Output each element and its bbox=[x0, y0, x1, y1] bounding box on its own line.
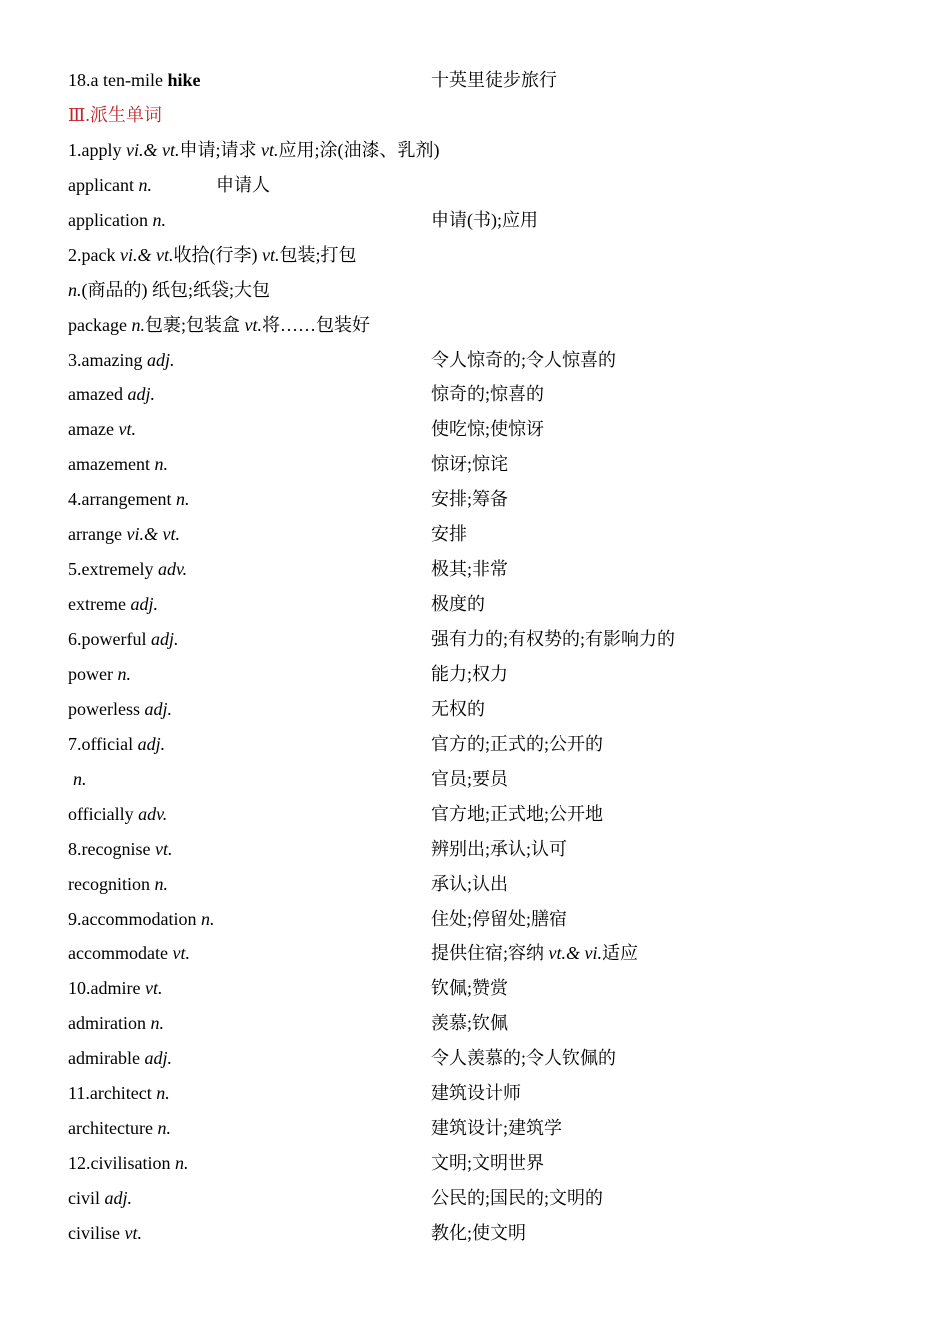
pos: n. bbox=[154, 454, 168, 475]
definition: 应用;涂(油漆、乳剂) bbox=[278, 139, 440, 160]
definition: 极其;非常 bbox=[431, 559, 509, 580]
definition: 包装;打包 bbox=[279, 244, 357, 265]
term: 11.architect bbox=[68, 1083, 157, 1104]
pos: vt. bbox=[261, 139, 279, 160]
pos: n. bbox=[175, 489, 190, 510]
definition: 收拾(行李) bbox=[173, 244, 262, 265]
term: 18.a ten-mile bbox=[68, 70, 168, 90]
pos: adv. bbox=[157, 559, 188, 580]
term: extreme bbox=[68, 594, 131, 615]
term: 2.pack bbox=[68, 244, 120, 265]
pos: vt. bbox=[144, 978, 163, 999]
entry-powerful bbox=[68, 622, 908, 657]
term: 7.official bbox=[68, 733, 138, 754]
term: civilise bbox=[68, 1222, 125, 1243]
term: 3.amazing bbox=[68, 349, 147, 370]
definition: 建筑设计;建筑学 bbox=[431, 1118, 563, 1139]
pos: vt.& vi. bbox=[548, 943, 602, 964]
entry-official-noun bbox=[68, 762, 908, 797]
definition: 安排 bbox=[431, 524, 467, 545]
term: 9.accommodation bbox=[68, 908, 201, 929]
pos: adj. bbox=[130, 594, 158, 615]
definition: 官员;要员 bbox=[431, 768, 509, 789]
entry-power bbox=[68, 657, 908, 692]
entry-amazing bbox=[68, 343, 908, 378]
pos: n. bbox=[117, 663, 131, 684]
pos: n. bbox=[200, 908, 215, 929]
pos: vt. bbox=[154, 838, 173, 859]
term: architecture bbox=[68, 1118, 158, 1139]
definition: 教化;使文明 bbox=[431, 1222, 527, 1243]
entry-architect bbox=[68, 1076, 908, 1111]
entry-recognition bbox=[68, 867, 908, 902]
pos: n. bbox=[175, 1153, 189, 1174]
term: powerless bbox=[68, 698, 145, 719]
pos: n. bbox=[157, 1118, 171, 1139]
pos: n. bbox=[131, 314, 145, 335]
definition: 十英里徒步旅行 bbox=[431, 70, 557, 90]
entry-admiration bbox=[68, 1006, 908, 1041]
definition: 令人羡慕的;令人钦佩的 bbox=[431, 1048, 616, 1069]
term-bold: hike bbox=[167, 70, 201, 90]
definition: 申请人 bbox=[216, 174, 270, 195]
term: officially bbox=[68, 803, 139, 824]
definition: 住处;停留处;膳宿 bbox=[431, 908, 568, 929]
term: application bbox=[68, 209, 153, 230]
term: amazement bbox=[68, 454, 155, 475]
definition: 公民的;国民的;文明的 bbox=[431, 1188, 604, 1208]
entry-extremely bbox=[68, 552, 908, 587]
term: arrange bbox=[68, 524, 127, 545]
definition-part: 提供住宿;容纳 bbox=[431, 943, 549, 964]
definition: 官方的;正式的;公开的 bbox=[431, 733, 604, 754]
entry-application bbox=[68, 203, 908, 238]
pos: vt. bbox=[172, 943, 190, 964]
term: 12.civilisation bbox=[68, 1153, 175, 1174]
entry-arrangement bbox=[68, 482, 908, 517]
definition: 无权的 bbox=[431, 698, 485, 719]
pos: vi.& vt. bbox=[119, 244, 174, 265]
pos: n. bbox=[152, 209, 166, 230]
entry-admirable bbox=[68, 1041, 908, 1076]
pos: adj. bbox=[104, 1188, 133, 1208]
pos: adj. bbox=[144, 1048, 172, 1069]
entry-apply bbox=[68, 133, 908, 168]
pos: vt. bbox=[261, 244, 280, 265]
definition-part: 适应 bbox=[602, 943, 638, 964]
definition: 辨别出;承认;认可 bbox=[431, 838, 568, 859]
pos: adj. bbox=[150, 629, 179, 649]
term: 6.powerful bbox=[68, 629, 151, 649]
pos: adj. bbox=[144, 698, 172, 719]
pos: vi.& vt. bbox=[126, 524, 180, 545]
definition: (商品的) 纸包;纸袋;大包 bbox=[81, 279, 270, 300]
entry-pack bbox=[68, 238, 908, 273]
vocabulary-page bbox=[68, 63, 908, 1251]
pos: vt. bbox=[244, 314, 262, 335]
entry-recognise bbox=[68, 832, 908, 867]
definition: 钦佩;赞赏 bbox=[431, 978, 509, 999]
definition: 文明;文明世界 bbox=[431, 1153, 545, 1174]
term: 1.apply bbox=[68, 139, 126, 160]
definition: 申请(书);应用 bbox=[431, 209, 538, 230]
entry-hike bbox=[68, 63, 908, 98]
pos: n. bbox=[156, 1083, 170, 1104]
definition: 强有力的;有权势的;有影响力的 bbox=[431, 629, 676, 649]
pos: adj. bbox=[137, 733, 166, 754]
pos: vi.& vt. bbox=[126, 139, 180, 160]
term: amazed bbox=[68, 384, 128, 405]
entry-extreme bbox=[68, 587, 908, 622]
term: 4.arrangement bbox=[68, 489, 176, 510]
term: amaze bbox=[68, 419, 119, 440]
entry-official bbox=[68, 727, 908, 762]
pos: n. bbox=[73, 768, 87, 789]
definition: 官方地;正式地;公开地 bbox=[431, 803, 604, 824]
pos: adj. bbox=[146, 349, 175, 370]
entry-admire bbox=[68, 971, 908, 1006]
term: 10.admire bbox=[68, 978, 145, 999]
term: civil bbox=[68, 1188, 105, 1208]
entry-powerless bbox=[68, 692, 908, 727]
entry-civilise bbox=[68, 1216, 908, 1251]
pos: vt. bbox=[118, 419, 136, 440]
term: 8.recognise bbox=[68, 838, 155, 859]
definition: 惊奇的;惊喜的 bbox=[431, 384, 545, 405]
definition: 建筑设计师 bbox=[431, 1083, 521, 1104]
pos: vt. bbox=[124, 1222, 142, 1243]
pos: n. bbox=[138, 174, 152, 195]
entry-civilisation bbox=[68, 1146, 908, 1181]
term: applicant bbox=[68, 174, 139, 195]
term: power bbox=[68, 663, 118, 684]
entry-civil bbox=[68, 1181, 908, 1216]
entry-accommodate bbox=[68, 936, 908, 971]
entry-amaze bbox=[68, 412, 908, 447]
definition: 能力;权力 bbox=[431, 663, 509, 684]
entry-amazement bbox=[68, 447, 908, 482]
definition: 申请;请求 bbox=[179, 139, 261, 160]
entry-accommodation bbox=[68, 902, 908, 937]
definition: 羡慕;钦佩 bbox=[431, 1013, 509, 1034]
term: 5.extremely bbox=[68, 559, 158, 580]
entry-arrange bbox=[68, 517, 908, 552]
pos: adv. bbox=[138, 803, 168, 824]
definition: 将……包装好 bbox=[261, 314, 370, 335]
entry-package bbox=[68, 308, 908, 343]
definition: 惊讶;惊诧 bbox=[431, 454, 509, 475]
pos: n. bbox=[150, 1013, 164, 1034]
entry-architecture bbox=[68, 1111, 908, 1146]
pos: adj. bbox=[127, 384, 155, 405]
definition bbox=[431, 936, 638, 971]
section-heading: Ⅲ.派生单词 bbox=[68, 104, 162, 125]
entry-applicant bbox=[68, 168, 908, 203]
entry-amazed bbox=[68, 377, 908, 412]
entry-officially bbox=[68, 797, 908, 832]
definition: 承认;认出 bbox=[431, 873, 509, 894]
definition: 令人惊奇的;令人惊喜的 bbox=[431, 349, 616, 370]
definition: 包裹;包装盒 bbox=[144, 314, 245, 335]
definition: 使吃惊;使惊讶 bbox=[431, 419, 545, 440]
entry-pack-noun bbox=[68, 273, 908, 308]
term: admirable bbox=[68, 1048, 145, 1069]
pos: n. bbox=[68, 279, 82, 300]
definition: 极度的 bbox=[431, 594, 485, 615]
definition: 安排;筹备 bbox=[431, 489, 509, 510]
term: accommodate bbox=[68, 943, 173, 964]
term: package bbox=[68, 314, 132, 335]
pos: n. bbox=[154, 873, 168, 894]
term: admiration bbox=[68, 1013, 151, 1034]
term: recognition bbox=[68, 873, 155, 894]
